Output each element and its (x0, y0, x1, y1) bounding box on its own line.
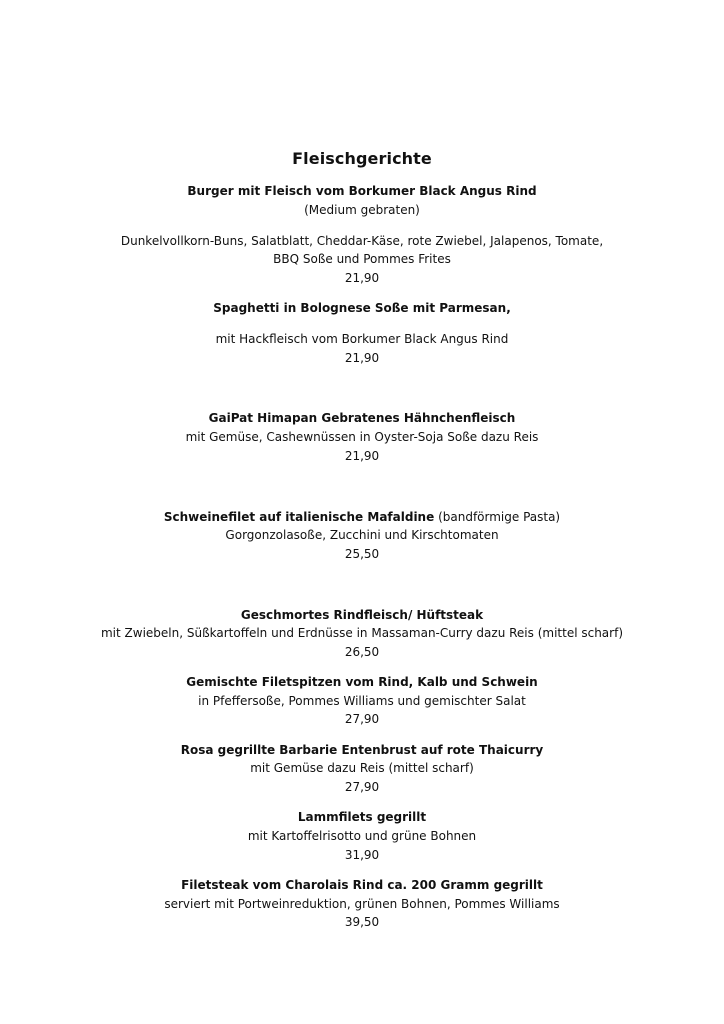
menu-item-title: Filetsteak vom Charolais Rind ca. 200 Gramm gegrillt (181, 878, 543, 892)
menu-item-title-row (0, 508, 724, 526)
menu-item-title: Gemischte Filetspitzen vom Rind, Kalb und Schwein (186, 675, 538, 689)
menu-item-price: 27,90 (344, 712, 380, 726)
menu-item-price: 25,50 (344, 547, 380, 561)
menu-item-description: mit Kartoffelrisotto und grüne Bohnen (247, 829, 477, 843)
menu-item-description: BBQ Soße und Pommes Frites (273, 252, 451, 266)
menu-item-description: Gorgonzolasoße, Zucchini und Kirschtomaten (225, 528, 499, 542)
menu-item-title: Geschmortes Rindfleisch/ Hüftsteak (240, 608, 484, 622)
menu-item-subtitle: (Medium gebraten) (304, 203, 420, 217)
menu-item-price: 39,50 (344, 915, 380, 929)
menu-item-description: mit Gemüse dazu Reis (mittel scharf) (250, 761, 474, 775)
menu-item-description: in Pfeffersoße, Pommes Williams und gemischter Salat (198, 694, 526, 708)
menu-item-price: 26,50 (344, 645, 380, 659)
menu-item-price: 27,90 (344, 780, 380, 794)
menu-item-description: serviert mit Portweinreduktion, grünen Bohnen, Pommes Williams (164, 897, 560, 911)
menu-item-price: 21,90 (344, 351, 380, 365)
menu-item-price: 21,90 (344, 271, 380, 285)
menu-item-description: Dunkelvollkorn-Buns, Salatblatt, Cheddar-Käse, rote Zwiebel, Jalapenos, Tomate, (120, 234, 604, 248)
menu-item-price: 31,90 (344, 848, 380, 862)
menu-item-title: Lammfilets gegrillt (297, 810, 427, 824)
menu-item-description: mit Hackfleisch vom Borkumer Black Angus Rind (215, 332, 509, 346)
menu-item-price: 21,90 (344, 449, 380, 463)
menu-item-title: Schweinefilet auf italienische Mafaldine (163, 510, 435, 524)
menu-heading: Fleischgerichte (292, 149, 432, 168)
menu-item-description: mit Gemüse, Cashewnüssen in Oyster-Soja Soße dazu Reis (185, 430, 539, 444)
menu-item-title: GaiPat Himapan Gebratenes Hähnchenfleisch (208, 411, 516, 425)
menu-item-title: Spaghetti in Bolognese Soße mit Parmesan, (213, 301, 511, 315)
menu-item-title: Burger mit Fleisch vom Borkumer Black Angus Rind (187, 184, 537, 198)
menu-item-title-note: (bandförmige Pasta) (438, 510, 561, 524)
menu-item-description: mit Zwiebeln, Süßkartoffeln und Erdnüsse in Massaman-Curry dazu Reis (mittel scharf) (100, 626, 624, 640)
menu-item-title: Rosa gegrillte Barbarie Entenbrust auf rote Thaicurry (180, 743, 544, 757)
